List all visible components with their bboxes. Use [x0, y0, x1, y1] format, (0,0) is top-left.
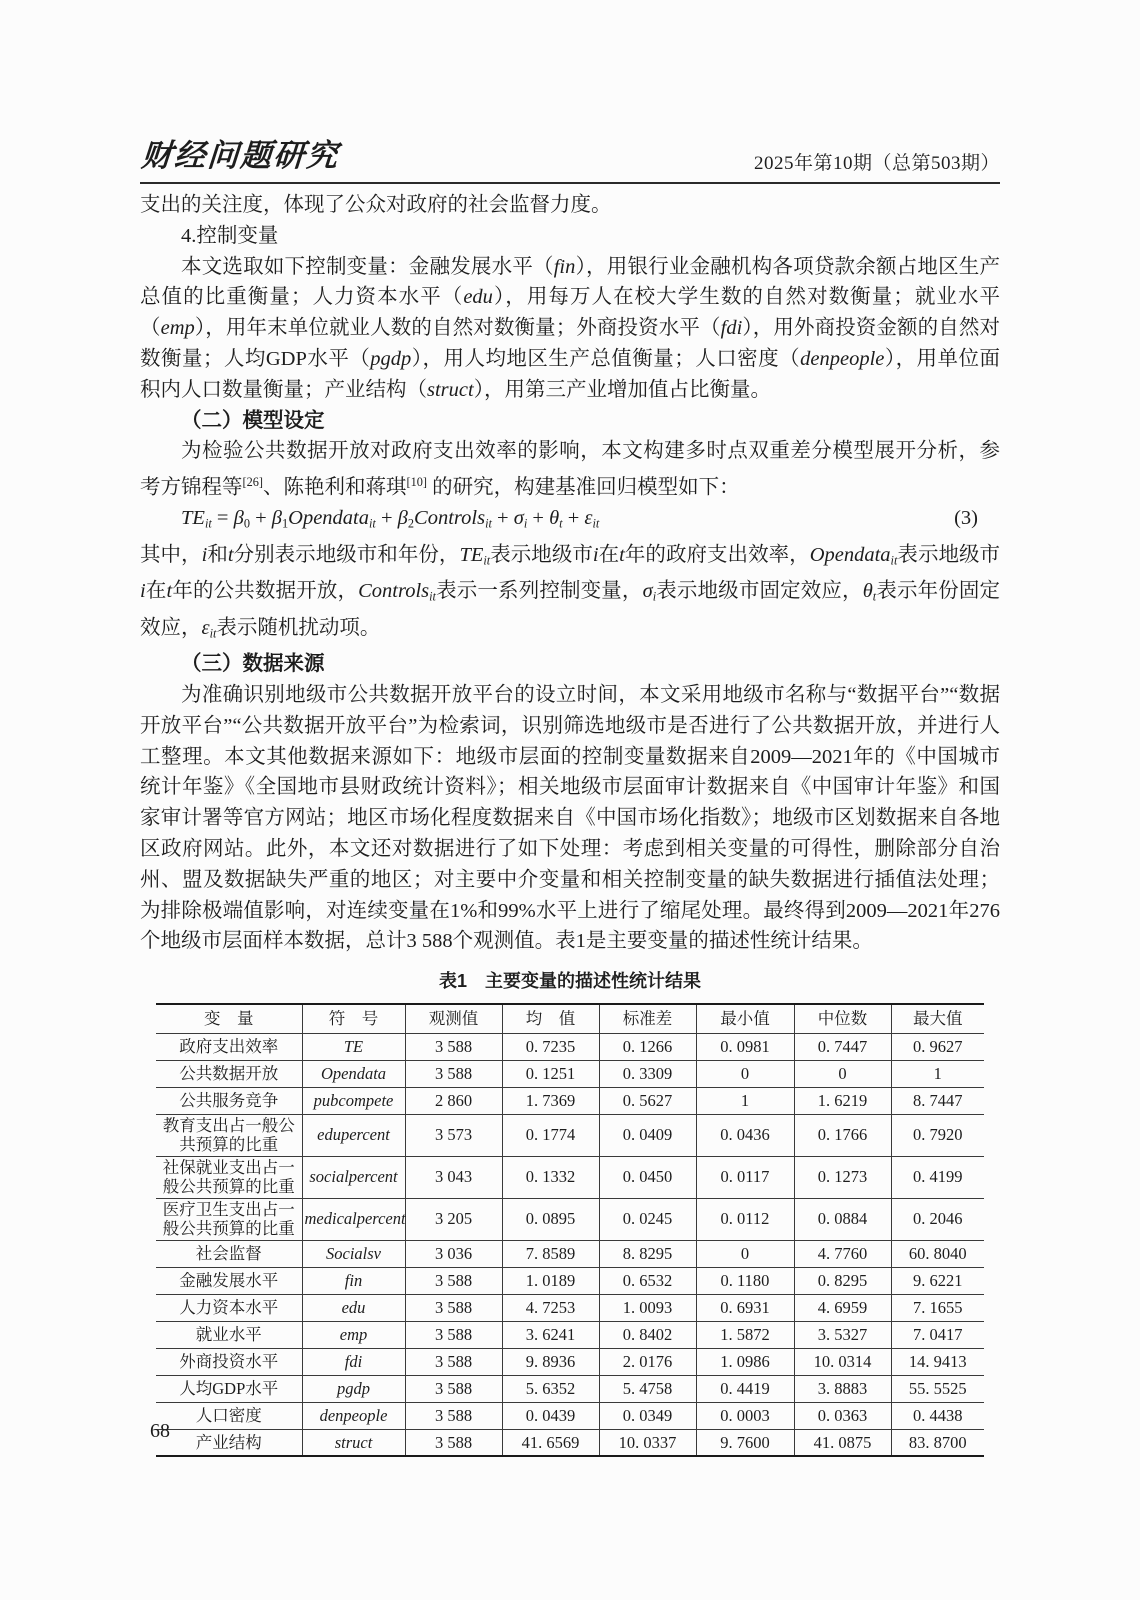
table-cell-value: 55. 5525 [891, 1375, 984, 1402]
table-cell-value: 0. 1266 [599, 1033, 696, 1060]
paragraph-data-source: 为准确识别地级市公共数据开放平台的设立时间，本文采用地级市名称与“数据平台”“数据开放平台”“公共数据开放平台”为检索词，识别筛选地级市是否进行了公共数据开放，并进行人工整理。本文其他数据来源如下：地级市层面的控制变量数据来自2009—2021年的《中国城市统计年鉴》《全国地市县财政统计资料》；相关地级市层面审计数据来自《中国审计年鉴》和国家审计署等官方网站；地区市场化程度数据来自《中国市场化指数》；地级市区划数据来自各地区政府网站。此外，本文还对数据进行了如下处理：考虑到相关变量的可得性，删除部分自治州、盟及数据缺失严重的地区；对主要中介变量和相关控制变量的缺失数据进行插值法处理；为排除极端值影响，对连续变量在1%和99%水平上进行了缩尾处理。最终得到2009—2021年276个地级市层面样本数据，总计3 588个观测值。表1是主要变量的描述性统计结果。 [140, 684, 1000, 953]
table-cell-value: 0. 1332 [502, 1156, 599, 1198]
table-cell-value: 0. 0439 [502, 1402, 599, 1429]
table-column-header: 均 值 [502, 1004, 599, 1033]
table-cell-variable: 产业结构 [156, 1429, 302, 1456]
table-cell-value: 4. 7253 [502, 1294, 599, 1321]
table-cell-value: 0. 0112 [696, 1198, 794, 1240]
table-cell-value: 3 573 [405, 1114, 502, 1156]
table-cell-variable: 社保就业支出占一般公共预算的比重 [156, 1156, 302, 1198]
article-body [140, 190, 1000, 957]
table-cell-value: 3. 5327 [794, 1321, 891, 1348]
paragraph-model-intro: 为检验公共数据开放对政府支出效率的影响，本文构建多时点双重差分模型展开分析，参考方锦程等[26]、陈艳利和蒋琪[10] 的研究，构建基准回归模型如下： [140, 440, 1000, 499]
table-cell-value: 0. 0884 [794, 1198, 891, 1240]
summary-statistics-table [156, 1003, 984, 1457]
table-cell-value: 0. 1774 [502, 1114, 599, 1156]
table-cell-variable: 教育支出占一般公共预算的比重 [156, 1114, 302, 1156]
table-cell-value: 3 588 [405, 1267, 502, 1294]
table-section [140, 969, 1000, 1457]
subheading-control-variables: 4.控制变量 [181, 224, 279, 247]
table-cell-symbol: pubcompete [302, 1087, 405, 1114]
table-cell-value: 0. 4419 [696, 1375, 794, 1402]
table-cell-value: 0. 0450 [599, 1156, 696, 1198]
table-cell-variable: 人均GDP水平 [156, 1375, 302, 1402]
table-row [156, 1429, 984, 1456]
table-cell-value: 0. 1766 [794, 1114, 891, 1156]
table-cell-value: 3 205 [405, 1198, 502, 1240]
table-cell-value: 0. 0003 [696, 1402, 794, 1429]
table-cell-symbol: fin [302, 1267, 405, 1294]
table-cell-value: 0. 1273 [794, 1156, 891, 1198]
table-cell-variable: 金融发展水平 [156, 1267, 302, 1294]
table-cell-value: 3 043 [405, 1156, 502, 1198]
table-cell-value: 0. 2046 [891, 1198, 984, 1240]
table-cell-value: 1. 0189 [502, 1267, 599, 1294]
table-cell-value: 0. 0117 [696, 1156, 794, 1198]
paragraph-control-variables: 本文选取如下控制变量：金融发展水平（fin），用银行业金融机构各项贷款余额占地区生产总值的比重衡量；人力资本水平（edu），用每万人在校大学生数的自然对数衡量；就业水平（emp），用年末单位就业人数的自然对数衡量；外商投资水平（fdi），用外商投资金额的自然对数衡量；人均GDP水平（pgdp），用人均地区生产总值衡量；人口密度（denpeople），用单位面积内人口数量衡量；产业结构（struct），用第三产业增加值占比衡量。 [140, 255, 1001, 401]
table-cell-value: 0 [794, 1060, 891, 1087]
table-cell-value: 4. 6959 [794, 1294, 891, 1321]
equation-number: (3) [954, 507, 978, 530]
table-row [156, 1114, 984, 1156]
page-number: 68 [150, 1420, 170, 1442]
table-cell-variable: 就业水平 [156, 1321, 302, 1348]
table-cell-value: 83. 8700 [891, 1429, 984, 1456]
table-cell-value: 8. 7447 [891, 1087, 984, 1114]
page-content [140, 130, 1000, 1457]
table-cell-variable: 政府支出效率 [156, 1033, 302, 1060]
table-row [156, 1375, 984, 1402]
table-row [156, 1156, 984, 1198]
table-cell-symbol: pgdp [302, 1375, 405, 1402]
table-cell-value: 1 [696, 1087, 794, 1114]
table-cell-value: 0. 7235 [502, 1033, 599, 1060]
table-cell-value: 4. 7760 [794, 1240, 891, 1267]
table-cell-value: 60. 8040 [891, 1240, 984, 1267]
table-cell-value: 1 [891, 1060, 984, 1087]
table-cell-value: 0. 3309 [599, 1060, 696, 1087]
table-cell-value: 1. 0986 [696, 1348, 794, 1375]
table-cell-variable: 公共数据开放 [156, 1060, 302, 1087]
issue-info: 2025年第10期（总第503期） [753, 153, 1000, 174]
table-cell-value: 3 588 [405, 1375, 502, 1402]
table-cell-value: 1. 6219 [794, 1087, 891, 1114]
table-header-row [156, 1004, 984, 1033]
table-cell-value: 0. 0895 [502, 1198, 599, 1240]
table-cell-value: 0. 0363 [794, 1402, 891, 1429]
table-cell-symbol: Socialsv [302, 1240, 405, 1267]
table-row [156, 1267, 984, 1294]
equation-expression: TEit = β0 + β1Opendatait + β2Controlsit + σi + θt + εit [181, 507, 600, 532]
table-cell-value: 10. 0314 [794, 1348, 891, 1375]
table-cell-value: 3 588 [405, 1348, 502, 1375]
table-row [156, 1087, 984, 1114]
table-cell-value: 3 588 [405, 1033, 502, 1060]
journal-logo: 财经问题研究 [140, 138, 341, 173]
table-cell-value: 1. 7369 [502, 1087, 599, 1114]
table-column-header: 符 号 [302, 1004, 405, 1033]
table-column-header: 最小值 [696, 1004, 794, 1033]
table-cell-symbol: medicalpercent [302, 1198, 405, 1240]
table-row [156, 1294, 984, 1321]
table-cell-value: 41. 0875 [794, 1429, 891, 1456]
table-cell-value: 3 588 [405, 1429, 502, 1456]
section-heading-data-source: （三）数据来源 [181, 652, 325, 676]
table-cell-variable: 公共服务竞争 [156, 1087, 302, 1114]
table-cell-value: 0 [696, 1060, 794, 1087]
table-cell-value: 7. 0417 [891, 1321, 984, 1348]
table-row [156, 1321, 984, 1348]
table-row [156, 1240, 984, 1267]
table-cell-symbol: fdi [302, 1348, 405, 1375]
table-cell-value: 3 588 [405, 1060, 502, 1087]
equation-row [140, 503, 1000, 539]
table-cell-value: 0. 0245 [599, 1198, 696, 1240]
table-cell-symbol: socialpercent [302, 1156, 405, 1198]
table-cell-value: 0. 0349 [599, 1402, 696, 1429]
table-cell-value: 0. 6532 [599, 1267, 696, 1294]
table-column-header: 最大值 [891, 1004, 984, 1033]
table-cell-value: 0. 8295 [794, 1267, 891, 1294]
table-cell-value: 0. 5627 [599, 1087, 696, 1114]
table-cell-value: 2. 0176 [599, 1348, 696, 1375]
table-row [156, 1348, 984, 1375]
table-cell-value: 5. 6352 [502, 1375, 599, 1402]
table-row [156, 1060, 984, 1087]
paragraph-notation: 其中，i和t分别表示地级市和年份，TEit表示地级市i在t年的政府支出效率，Opendatait表示地级市i在t年的公共数据开放，Controlsit表示一系列控制变量，σi表示地级市固定效应，θt表示年份固定效应，εit表示随机扰动项。 [140, 543, 1001, 641]
table-cell-value: 3 036 [405, 1240, 502, 1267]
table-column-header: 标准差 [599, 1004, 696, 1033]
table-cell-value: 10. 0337 [599, 1429, 696, 1456]
table-cell-value: 1. 5872 [696, 1321, 794, 1348]
table-cell-value: 9. 6221 [891, 1267, 984, 1294]
table-cell-symbol: TE [302, 1033, 405, 1060]
table-cell-symbol: edu [302, 1294, 405, 1321]
paragraph-lead: 支出的关注度，体现了公众对政府的社会监督力度。 [140, 194, 612, 216]
table-cell-symbol: edupercent [302, 1114, 405, 1156]
table-cell-value: 14. 9413 [891, 1348, 984, 1375]
table-cell-symbol: Opendata [302, 1060, 405, 1087]
table-cell-value: 5. 4758 [599, 1375, 696, 1402]
table-row [156, 1033, 984, 1060]
table-cell-value: 0. 6931 [696, 1294, 794, 1321]
table-column-header: 中位数 [794, 1004, 891, 1033]
table-cell-value: 0. 9627 [891, 1033, 984, 1060]
table-cell-value: 3. 6241 [502, 1321, 599, 1348]
table-cell-value: 0 [696, 1240, 794, 1267]
table-cell-variable: 外商投资水平 [156, 1348, 302, 1375]
table-cell-value: 0. 8402 [599, 1321, 696, 1348]
table-cell-value: 41. 6569 [502, 1429, 599, 1456]
table-cell-symbol: denpeople [302, 1402, 405, 1429]
table-cell-value: 3. 8883 [794, 1375, 891, 1402]
table-cell-value: 2 860 [405, 1087, 502, 1114]
table-cell-value: 0. 7447 [794, 1033, 891, 1060]
section-heading-model-setting: （二）模型设定 [181, 408, 325, 432]
table-cell-value: 9. 8936 [502, 1348, 599, 1375]
table-cell-variable: 社会监督 [156, 1240, 302, 1267]
table-cell-value: 0. 4199 [891, 1156, 984, 1198]
table-cell-value: 0. 0436 [696, 1114, 794, 1156]
table-cell-value: 7. 1655 [891, 1294, 984, 1321]
table-title: 表1 主要变量的描述性统计结果 [438, 971, 701, 992]
table-cell-value: 3 588 [405, 1321, 502, 1348]
table-cell-variable: 人力资本水平 [156, 1294, 302, 1321]
table-cell-symbol: struct [302, 1429, 405, 1456]
table-column-header: 观测值 [405, 1004, 502, 1033]
table-cell-value: 0. 0981 [696, 1033, 794, 1060]
table-cell-value: 9. 7600 [696, 1429, 794, 1456]
table-cell-value: 1. 0093 [599, 1294, 696, 1321]
table-cell-variable: 医疗卫生支出占一般公共预算的比重 [156, 1198, 302, 1240]
table-cell-value: 0. 1180 [696, 1267, 794, 1294]
table-cell-value: 3 588 [405, 1402, 502, 1429]
table-row [156, 1198, 984, 1240]
table-cell-symbol: emp [302, 1321, 405, 1348]
table-cell-value: 3 588 [405, 1294, 502, 1321]
table-cell-value: 0. 7920 [891, 1114, 984, 1156]
journal-header [140, 130, 1000, 184]
table-cell-value: 7. 8589 [502, 1240, 599, 1267]
table-cell-value: 0. 1251 [502, 1060, 599, 1087]
table-cell-value: 0. 0409 [599, 1114, 696, 1156]
table-cell-variable: 人口密度 [156, 1402, 302, 1429]
table-column-header: 变 量 [156, 1004, 302, 1033]
table-row [156, 1402, 984, 1429]
table-cell-value: 8. 8295 [599, 1240, 696, 1267]
table-cell-value: 0. 4438 [891, 1402, 984, 1429]
